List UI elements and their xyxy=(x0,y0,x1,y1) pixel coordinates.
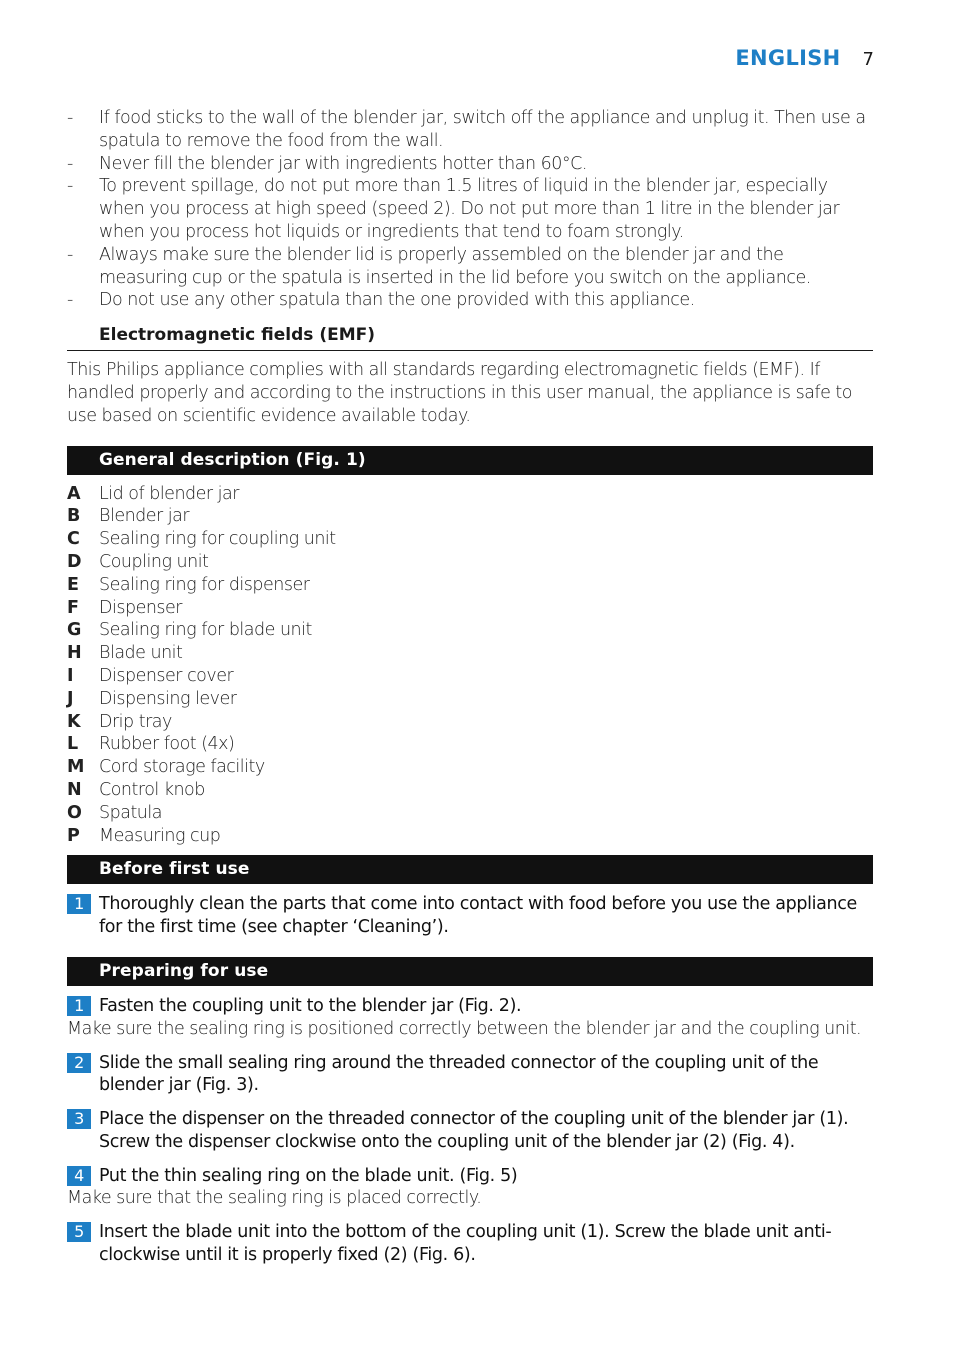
step-number: 3 xyxy=(67,1109,91,1129)
dash-bullet: - xyxy=(67,290,73,311)
part-item xyxy=(67,597,873,620)
warning-item xyxy=(67,244,873,290)
part-item xyxy=(67,505,873,528)
part-label: Sealing ring for coupling unit xyxy=(99,529,336,550)
step-number: 1 xyxy=(67,996,91,1016)
part-label: Dispenser cover xyxy=(99,665,234,686)
emf-paragraph: This Philips appliance complies with all standards regarding electromagnetic fields (EMF). If handled properly and according to the instructions in this user manual, the appliance is safe to use based on scientific evidence available today. xyxy=(67,360,852,426)
warning-text: Always make sure the blender lid is properly assembled on the blender jar and the measuring cup or the spatula is inserted in the lid before you switch on the appliance. xyxy=(99,244,811,288)
page-header xyxy=(735,46,874,70)
part-letter: K xyxy=(67,711,81,732)
before-first-use-heading: Before first use xyxy=(67,855,873,884)
part-label: Cord storage facility xyxy=(99,757,265,778)
dash-bullet: - xyxy=(67,108,73,128)
step-item xyxy=(67,1108,873,1154)
language-label: ENGLISH xyxy=(735,46,841,70)
part-letter: L xyxy=(67,734,78,755)
warning-text: Never fill the blender jar with ingredients hotter than 60°C. xyxy=(99,153,587,174)
part-label: Spatula xyxy=(99,802,162,823)
step-number: 4 xyxy=(67,1166,91,1186)
part-label: Lid of blender jar xyxy=(99,483,239,504)
warning-text: Do not use any other spatula than the one provided with this appliance. xyxy=(99,290,695,311)
part-item xyxy=(67,825,873,848)
warning-text: To prevent spillage, do not put more than 1.5 litres of liquid in the blender jar, especially when you process at high speed (speed 2). Do not put more than 1 litre in the blender jar when you process hot liquids or ingredients that tend to foam strongly. xyxy=(99,176,840,242)
part-letter: G xyxy=(67,620,81,641)
part-item xyxy=(67,733,873,756)
warning-item xyxy=(67,107,873,153)
part-label: Rubber foot (4x) xyxy=(99,734,235,755)
part-label: Control knob xyxy=(99,779,205,800)
step-note: Make sure the sealing ring is positioned correctly between the blender jar and the coupling unit. xyxy=(67,1018,862,1039)
part-label: Coupling unit xyxy=(99,551,209,572)
general-description-heading: General description (Fig. 1) xyxy=(67,446,873,475)
parts-list xyxy=(67,483,873,848)
step-text: Slide the small sealing ring around the threaded connector of the coupling unit of the blender jar (Fig. 3). xyxy=(99,1052,819,1096)
part-label: Dispensing lever xyxy=(99,688,237,709)
dash-bullet: - xyxy=(67,244,73,265)
part-label: Sealing ring for blade unit xyxy=(99,620,312,641)
part-letter: O xyxy=(67,802,82,823)
step-number: 1 xyxy=(67,894,91,914)
part-item xyxy=(67,802,873,825)
part-item xyxy=(67,619,873,642)
part-letter: N xyxy=(67,779,82,800)
step-item xyxy=(67,1221,873,1267)
preparing-heading: Preparing for use xyxy=(67,957,873,986)
part-letter: F xyxy=(67,597,79,618)
warning-text: If food sticks to the wall of the blender jar, switch off the appliance and unplug it. Then use a spatula to remove the food from the wall. xyxy=(99,108,866,151)
part-item xyxy=(67,551,873,574)
dash-bullet: - xyxy=(67,176,73,197)
page-content xyxy=(67,107,873,1267)
part-item xyxy=(67,665,873,688)
step-number: 2 xyxy=(67,1053,91,1073)
part-letter: B xyxy=(67,506,80,527)
step-item xyxy=(67,893,873,939)
step-text: Fasten the coupling unit to the blender jar (Fig. 2). xyxy=(99,995,522,1016)
step-number: 5 xyxy=(67,1222,91,1242)
step-text: Thoroughly clean the parts that come into contact with food before you use the appliance for the first time (see chapter ‘Cleaning’). xyxy=(99,894,857,938)
part-item xyxy=(67,528,873,551)
step-item xyxy=(67,1052,873,1098)
part-label: Blender jar xyxy=(99,506,190,527)
part-letter: J xyxy=(67,688,74,709)
part-item xyxy=(67,688,873,711)
part-label: Measuring cup xyxy=(99,825,221,846)
part-label: Sealing ring for dispenser xyxy=(99,574,310,595)
step-item xyxy=(67,1165,873,1188)
part-label: Dispenser xyxy=(99,597,182,618)
part-letter: I xyxy=(67,665,74,686)
step-text: Place the dispenser on the threaded connector of the coupling unit of the blender jar (1). Screw the dispenser clockwise onto the coupling unit of the blender jar (2) (Fig. 4). xyxy=(99,1109,849,1152)
warning-list xyxy=(67,107,873,312)
step-text: Insert the blade unit into the bottom of the coupling unit (1). Screw the blade unit anti-clockwise until it is properly fixed (2) (Fig. 6). xyxy=(99,1222,832,1266)
part-item xyxy=(67,642,873,665)
part-letter: A xyxy=(67,483,81,504)
step-text: Put the thin sealing ring on the blade unit. (Fig. 5) xyxy=(99,1165,518,1186)
part-letter: P xyxy=(67,825,80,846)
warning-item xyxy=(67,289,873,312)
part-item xyxy=(67,574,873,597)
part-letter: C xyxy=(67,529,80,550)
part-label: Blade unit xyxy=(99,643,183,664)
emf-heading: Electromagnetic fields (EMF) xyxy=(67,324,873,351)
step-item xyxy=(67,995,873,1018)
part-letter: M xyxy=(67,757,84,778)
part-label: Drip tray xyxy=(99,711,172,732)
dash-bullet: - xyxy=(67,153,73,174)
page-number: 7 xyxy=(862,49,874,70)
part-item xyxy=(67,483,873,506)
part-letter: D xyxy=(67,551,82,572)
part-item xyxy=(67,756,873,779)
part-item xyxy=(67,779,873,802)
warning-item xyxy=(67,153,873,176)
part-letter: E xyxy=(67,574,79,595)
part-item xyxy=(67,711,873,734)
warning-item xyxy=(67,175,873,243)
step-note: Make sure that the sealing ring is placed correctly. xyxy=(67,1188,482,1209)
part-letter: H xyxy=(67,643,82,664)
